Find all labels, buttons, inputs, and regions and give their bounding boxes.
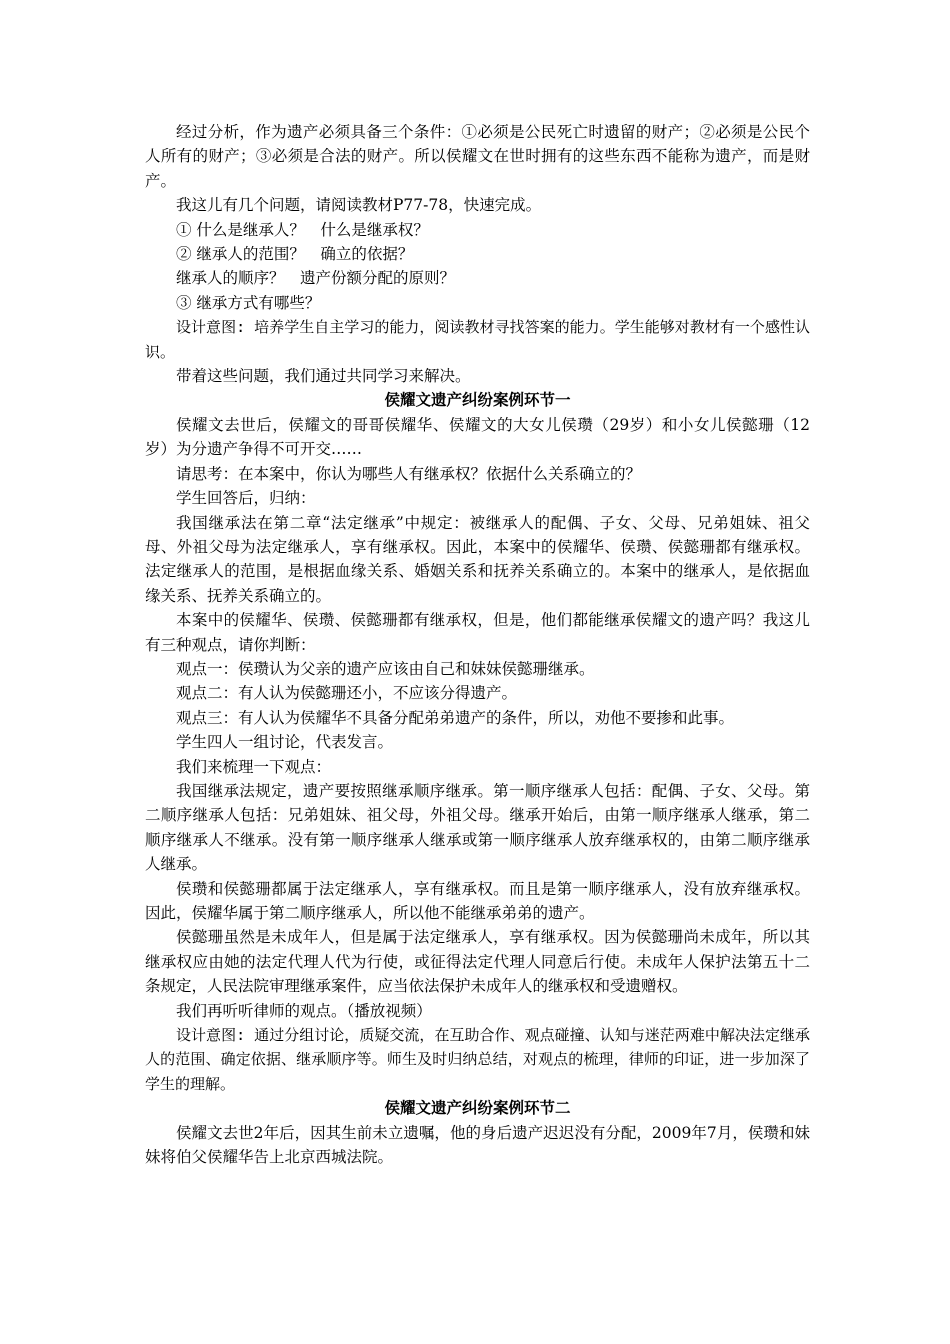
- paragraph-questions-intro: 我这儿有几个问题，请阅读教材P77-78，快速完成。: [176, 196, 542, 215]
- paragraph-first-order: 侯瓒和侯懿珊都属于法定继承人，享有继承权。而且是第一顺序继承人，没有放弃继承权。因此，侯耀华属于第二顺序继承人，所以他不能继承弟弟的遗产。: [145, 879, 810, 922]
- section-heading-2: 侯耀文遗产纠纷案例环节二: [384, 1099, 571, 1118]
- case-description-2: 侯耀文去世2年后，因其生前未立遗嘱，他的身后遗产迟迟没有分配，2009年7月，侯瓒和妹妹将伯父侯耀华告上北京西城法院。: [145, 1123, 810, 1167]
- paragraph-transition: 带着这些问题，我们通过共同学习来解决。: [176, 367, 471, 386]
- view-1: 观点一：侯瓒认为父亲的遗产应该由自己和妹妹侯懿珊继承。: [176, 659, 595, 678]
- paragraph-lawyer-video: 我们再听听律师的观点。（播放视频）: [176, 1001, 432, 1020]
- paragraph-inheritance-order: 我国继承法规定，遗产要按照继承顺序继承。第一顺序继承人包括：配偶、子女、父母。第二顺序继承人包括：兄弟姐妹、祖父母，外祖父母。继承开始后，由第一顺序继承人继承，第二顺序继承人不继承。没有第一顺序继承人继承或第一顺序继承人放弃继承权的，由第二顺序继承人继承。: [145, 781, 810, 874]
- paragraph-group-discussion: 学生四人一组讨论，代表发言。: [176, 733, 394, 752]
- paragraph-estate-conditions: 经过分析，作为遗产必须具备三个条件：①必须是公民死亡时遗留的财产；②必须是公民个人所有的财产；③必须是合法的财产。所以侯耀文在世时拥有的这些东西不能称为遗产，而是财产。: [145, 123, 810, 190]
- design-intent-2: 设计意图: 通过分组讨论，质疑交流，在互助合作、观点碰撞、认知与迷茫两难中解决法定继承人的范围、确定依据、继承顺序等。师生及时归纳总结，对观点的梳理，律师的印证，进一步加深了学生的理解。: [145, 1026, 810, 1093]
- case-description-1: 侯耀文去世后，侯耀文的哥哥侯耀华、侯耀文的大女儿侯瓒（29岁）和小女儿侯懿珊（12岁）为分遗产争得不可开交……: [145, 415, 810, 459]
- section-heading-1: 侯耀文遗产纠纷案例环节一: [384, 391, 571, 410]
- paragraph-review: 我们来梳理一下观点：: [176, 757, 332, 776]
- question-1: ① 什么是继承人？ 什么是继承权？: [176, 220, 429, 239]
- design-intent-1: 设计意图: 培养学生自主学习的能力，阅读教材寻找答案的能力。学生能够对教材有一个感性认识。: [145, 318, 810, 361]
- question-3: ③ 继承方式有哪些？: [176, 293, 321, 312]
- paragraph-summary-intro: 学生回答后，归纳：: [176, 489, 316, 508]
- paragraph-minor-rights: 侯懿珊虽然是未成年人，但是属于法定继承人，享有继承权。因为侯懿珊尚未成年，所以其继承权应由她的法定代理人代为行使，或征得法定代理人同意后行使。未成年人保护法第五十二条规定，人民法院审理继承案件，应当依法保护未成年人的继承权和受遗赠权。: [145, 928, 810, 996]
- paragraph-law-statute: 我国继承法在第二章“法定继承”中规定：被继承人的配偶、子女、父母、兄弟姐妹、祖父母、外祖父母为法定继承人，享有继承权。因此，本案中的侯耀华、侯瓒、侯懿珊都有继承权。法定继承人的范围，是根据血缘关系、婚姻关系和抚养关系确立的。本案中的继承人，是依据血缘关系、抚养关系确立的。: [145, 513, 810, 605]
- document-page: [145, 120, 810, 1169]
- think-question: 请思考：在本案中，你认为哪些人有继承权？依据什么关系确立的？: [176, 464, 642, 483]
- question-2b: 继承人的顺序？ 遗产份额分配的原则？: [176, 269, 456, 288]
- view-3: 观点三：有人认为侯耀华不具备分配弟弟遗产的条件，所以，劝他不要掺和此事。: [176, 708, 735, 727]
- view-2: 观点二：有人认为侯懿珊还小，不应该分得遗产。: [176, 684, 518, 703]
- question-2: ② 继承人的范围？ 确立的依据？: [176, 245, 414, 264]
- paragraph-three-views: 本案中的侯耀华、侯瓒、侯懿珊都有继承权，但是，他们都能继承侯耀文的遗产吗？我这儿有三种观点，请你判断：: [145, 611, 810, 654]
